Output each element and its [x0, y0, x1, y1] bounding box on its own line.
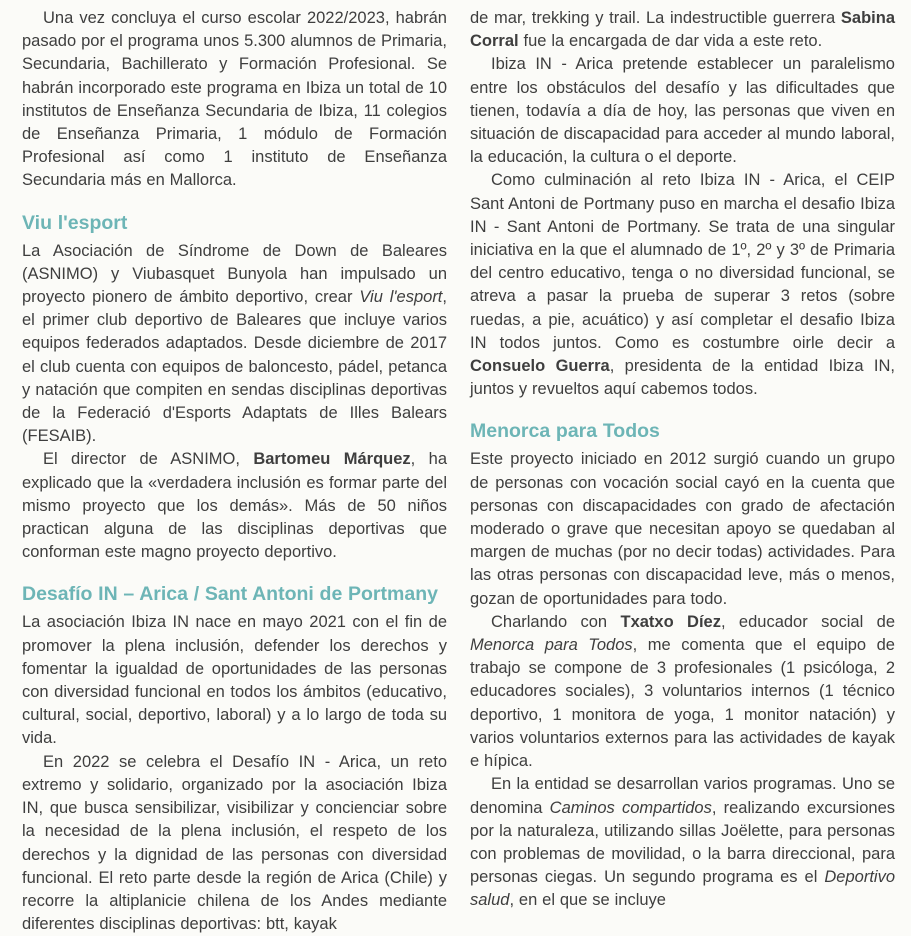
text-run: La Asociación de Síndrome de Down de Baleares (ASNIMO) y Viubasquet Bunyola han impulsado un proyecto pionero de ámbito deportivo, crear: [22, 241, 447, 307]
body-paragraph: [22, 448, 447, 564]
text-run: , ha explicado que la «verdadera inclusión es formar parte del mismo proyecto que los demás». Más de 50 niños practican alguna de las disciplinas deportivas que conforman este magno proyecto deportivo.: [22, 450, 447, 562]
text-run: , educador social de: [720, 612, 895, 631]
section-heading: Viu l'esport: [22, 211, 128, 234]
text-run: Charlando con: [491, 612, 621, 631]
body-paragraph: [22, 611, 447, 750]
text-run: El director de ASNIMO,: [43, 450, 254, 469]
italic-text-run: Deportivo salud: [470, 868, 895, 910]
text-run: , me comenta que el equipo de trabajo se compone de 3 profesionales (1 psicóloga, 2 educadores sociales), 3 voluntarios internos (1 técnico deportivo, 1 monitora de yoga, 1 monitor natación) y varios voluntarios externos para las actividades de kayak e hípica.: [470, 636, 895, 771]
italic-text-run: Menorca para Todos: [470, 636, 633, 655]
column-left: [22, 7, 447, 934]
text-run: Como culminación al reto Ibiza IN - Arica, el CEIP Sant Antoni de Portmany puso en marcha el desafio Ibiza IN - Sant Antoni de Portmany. Se trata de una singular iniciativa en la que el alumnado de 1º, 2º y 3º de Primaria del centro educativo, tenga o no diversidad funcional, se atreva a pasar la prueba de superar 3 retos (sobre ruedas, a pie, acuático) y así completar el desafio Ibiza IN todos juntos. Como es costumbre oirle decir a: [470, 171, 895, 352]
italic-text-run: Viu l'esport: [359, 288, 443, 307]
text-run: , el primer club deportivo de Baleares que incluye varios equipos federados adaptados. Desde diciembre de 2017 el club cuenta con equipos de baloncesto, pádel, petanca y natación que compiten en sendas disciplinas deportivas de la Federació d'Esports Adaptats de Illes Balears (FESAIB).: [22, 288, 447, 446]
column-right: [470, 7, 895, 910]
text-run: , en el que se incluye: [509, 891, 666, 910]
body-paragraph: [22, 751, 447, 936]
body-paragraph: [470, 169, 895, 401]
text-run: Ibiza IN - Arica pretende establecer un paralelismo entre los obstáculos del desafío y las dificultades que tienen, todavía a día de hoy, las personas que viven en situación de discapacidad para acceder al mundo laboral, la educación, la cultura o el deporte.: [470, 55, 895, 167]
body-paragraph: [470, 773, 895, 912]
body-paragraph: [470, 7, 895, 53]
body-paragraph: [470, 53, 895, 169]
bold-text-run: Consuelo Guerra: [470, 357, 610, 376]
body-paragraph: [470, 611, 895, 773]
body-paragraph: [22, 7, 447, 193]
bold-text-run: Sabina Corral: [470, 9, 895, 51]
section-heading: Menorca para Todos: [470, 420, 660, 443]
bold-text-run: Bartomeu Márquez: [253, 450, 411, 469]
text-run: En 2022 se celebra el Desafío IN - Arica, un reto extremo y solidario, organizado por la asociación Ibiza IN, que busca sensibilizar, visibilizar y concienciar sobre la necesidad de la plena inclusión, el respeto de los derechos y la dignidad de las personas con diversidad funcional. El reto parte desde la región de Arica (Chile) y recorre la altiplanicie chilena de los Andes mediante diferentes disciplinas deportivas: btt, kayak: [22, 752, 447, 934]
text-run: fue la encargada de dar vida a este reto.: [518, 32, 823, 51]
text-run: En la entidad se desarrollan varios programas. Uno se denomina: [470, 775, 895, 817]
bold-text-run: Txatxo Díez: [620, 612, 721, 631]
text-run: , realizando excursiones por la naturaleza, utilizando sillas Joëlette, para personas con problemas de movilidad, o la barra direccional, para personas ciegas. Un segundo programa es el: [470, 798, 895, 887]
text-run: Una vez concluya el curso escolar 2022/2023, habrán pasado por el programa unos 5.300 alumnos de Primaria, Secundaria, Bachillerato y Formación Profesional. Se habrán incorporado este programa en Ibiza un total de 10 institutos de Enseñanza Secundaria de Ibiza, 11 colegios de Enseñanza Primaria, 1 módulo de Formación Profesional así como 1 instituto de Enseñanza Secundaria más en Mallorca.: [22, 9, 447, 190]
text-run: , presidenta de la entidad Ibiza IN, juntos y revueltos aquí cabemos todos.: [470, 357, 895, 399]
body-paragraph: [470, 448, 895, 610]
text-run: Este proyecto iniciado en 2012 surgió cuando un grupo de personas con vocación social cayó en la cuenta que personas con discapacidades con grado de afectación moderado o grave que necesitan apoyo se quedaban al margen de muchas (por no decir todas) actividades. Para las otras personas con discapacidad leve, más o menos, gozan de oportunidades para todo.: [470, 450, 895, 608]
body-paragraph: [22, 240, 447, 449]
text-run: La asociación Ibiza IN nace en mayo 2021 con el fin de promover la plena inclusión, defender los derechos y fomentar la igualdad de oportunidades de las personas con diversidad funcional en todos los ámbitos (educativo, cultural, social, deportivo, laboral) y a lo largo de toda su vida.: [22, 613, 447, 748]
italic-text-run: Caminos compartidos: [549, 798, 712, 817]
text-run: de mar, trekking y trail. La indestructible guerrera: [470, 9, 841, 27]
section-heading: Desafío IN – Arica / Sant Antoni de Portmany: [22, 583, 438, 606]
